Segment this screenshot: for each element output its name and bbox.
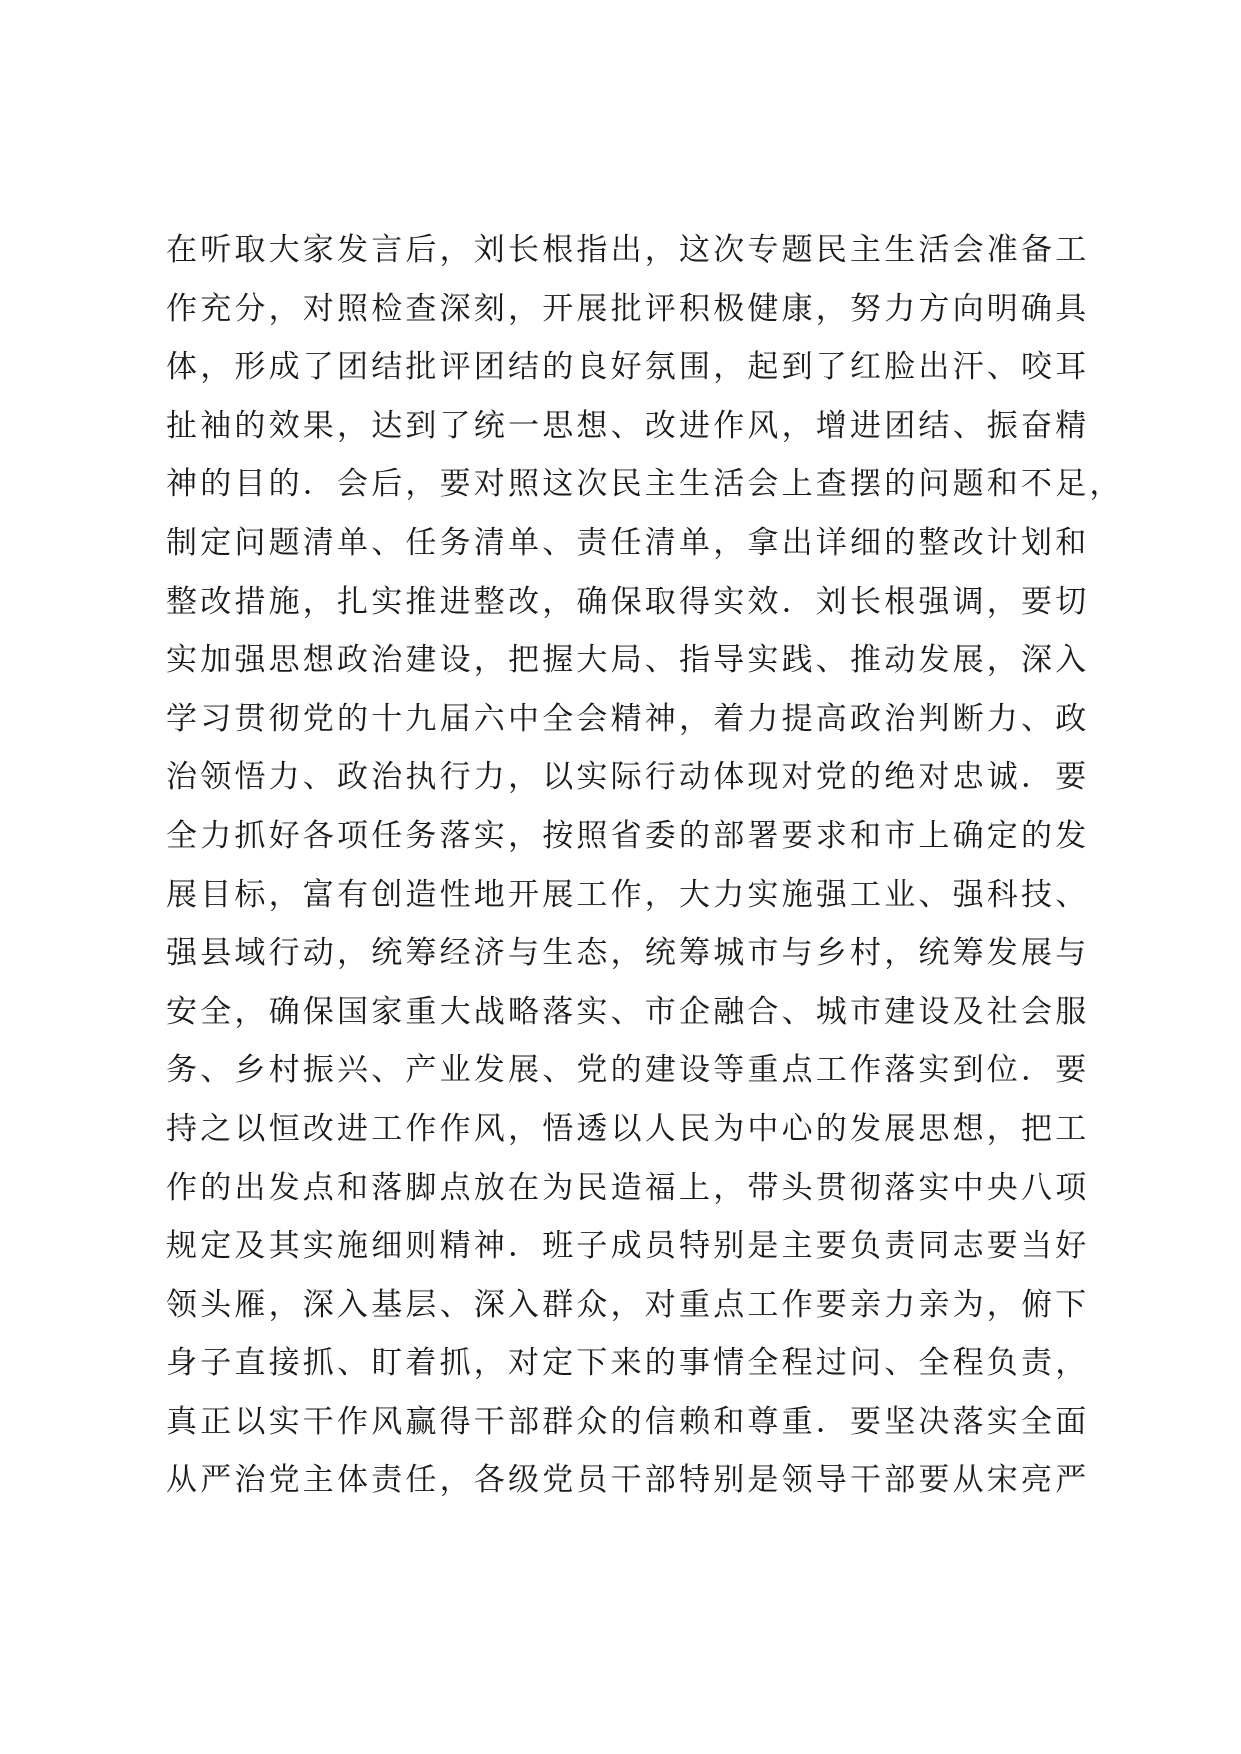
text-line: 展目标，富有创造性地开展工作，大力实施强工业、强科技、 [166,876,1090,913]
text-line: 全力抓好各项任务落实，按照省委的部署要求和市上确定的发 [166,817,1090,854]
text-line: 领头雁，深入基层、深入群众，对重点工作要亲力亲为，俯下 [166,1286,1090,1323]
text-line: 整改措施，扎实推进整改，确保取得实效．刘长根强调，要切 [166,583,1090,620]
text-line: 规定及其实施细则精神．班子成员特别是主要负责同志要当好 [166,1228,1090,1265]
text-line: 从严治党主体责任，各级党员干部特别是领导干部要从宋亮严 [166,1462,1090,1499]
text-line: 作的出发点和落脚点放在为民造福上，带头贯彻落实中央八项 [166,1169,1090,1206]
text-line: 学习贯彻党的十九届六中全会精神，着力提高政治判断力、政 [166,700,1090,737]
text-line: 身子直接抓、盯着抓，对定下来的事情全程过问、全程负责， [166,1345,1090,1382]
body-paragraph [166,221,1124,1510]
text-line: 务、乡村振兴、产业发展、党的建设等重点工作落实到位．要 [166,1052,1090,1089]
text-line: 强县域行动，统筹经济与生态，统筹城市与乡村，统筹发展与 [166,935,1090,972]
text-line: 作充分，对照检查深刻，开展批评积极健康，努力方向明确具 [166,290,1090,327]
text-line: 实加强思想政治建设，把握大局、指导实践、推动发展，深入 [166,642,1090,679]
text-line: 神的目的．会后，要对照这次民主生活会上查摆的问题和不足， [166,466,1124,503]
text-line: 安全，确保国家重大战略落实、市企融合、城市建设及社会服 [166,993,1090,1030]
text-line: 制定问题清单、任务清单、责任清单，拿出详细的整改计划和 [166,524,1090,561]
text-line: 真正以实干作风赢得干部群众的信赖和尊重．要坚决落实全面 [166,1403,1090,1440]
text-line: 体，形成了团结批评团结的良好氛围，起到了红脸出汗、咬耳 [166,349,1090,386]
text-line: 在听取大家发言后，刘长根指出，这次专题民主生活会准备工 [166,232,1090,268]
text-line: 扯袖的效果，达到了统一思想、改进作风，增进团结、振奋精 [166,407,1090,444]
text-line: 治领悟力、政治执行力，以实际行动体现对党的绝对忠诚．要 [166,759,1090,796]
text-line: 持之以恒改进工作作风，悟透以人民为中心的发展思想，把工 [166,1110,1090,1147]
